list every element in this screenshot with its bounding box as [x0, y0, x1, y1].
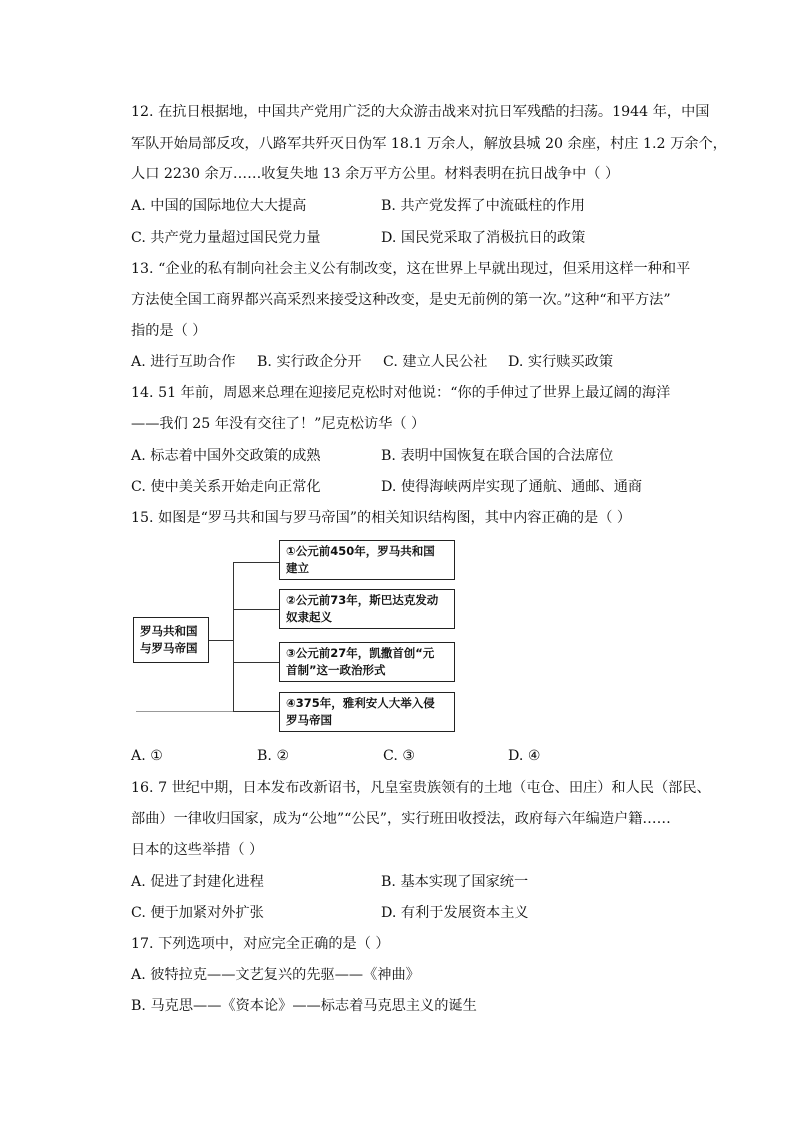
q13-stem-line-2: 方法使全国工商界都兴高采烈来接受这种改变，是史无前例的第一次。”这种“和平方法”: [131, 292, 671, 308]
diagram-item-2-line-1: ②公元前73年，斯巴达克发动: [286, 593, 439, 607]
q14-option-c: C. 使中美关系开始走向正常化: [131, 479, 321, 495]
diagram-root-line-1: 罗马共和国: [140, 624, 198, 638]
q12-option-b: B. 共产党发挥了中流砥柱的作用: [381, 198, 585, 214]
q15-option-d: D. ④: [508, 748, 541, 764]
q15-option-c: C. ③: [383, 748, 416, 764]
q13-option-a: A. 进行互助合作: [131, 354, 236, 370]
diagram-item-1-line-1: ①公元前450年，罗马共和国: [286, 544, 435, 558]
q12-option-c: C. 共产党力量超过国民党力量: [131, 230, 321, 246]
q12-stem-line-2: 军队开始局部反攻，八路军共歼灭日伪军 18.1 万余人，解放县城 20 余座，村庄 1.2 万余个，: [131, 136, 727, 152]
q16-option-b: B. 基本实现了国家统一: [381, 874, 529, 890]
q15-stem-line-1: 15. 如图是“罗马共和国与罗马帝国”的相关知识结构图，其中内容正确的是（ ）: [131, 510, 632, 526]
diagram-item-1: [279, 540, 455, 580]
diagram-item-3: [279, 642, 455, 682]
q12-option-d: D. 国民党采取了消极抗日的政策: [381, 230, 586, 246]
diagram-root-connector: [208, 640, 234, 641]
q17-option-b: B. 马克思——《资本论》——标志着马克思主义的诞生: [131, 998, 477, 1014]
diagram-item-1-line-2: 建立: [286, 561, 309, 575]
diagram-branch-3: [233, 662, 279, 663]
q16-stem-line-3: 日本的这些举措（ ）: [131, 842, 264, 858]
q16-stem-line-1: 16. 7 世纪中期，日本发布改新诏书，凡皇室贵族领有的土地（屯仓、田庄）和人民（部民、: [131, 780, 711, 796]
q12-option-a: A. 中国的国际地位大大提高: [131, 198, 307, 214]
diagram-branch-4: [233, 711, 279, 712]
q16-option-a: A. 促进了封建化进程: [131, 874, 264, 890]
diagram-root-box: [133, 617, 209, 663]
diagram-item-4-line-1: ④375年，雅利安人大举入侵: [286, 696, 435, 710]
q15-option-a: A. ①: [131, 748, 163, 764]
diagram-baseline: [136, 711, 246, 712]
q14-option-b: B. 表明中国恢复在联合国的合法席位: [381, 448, 614, 464]
q17-stem-line-1: 17. 下列选项中，对应完全正确的是（ ）: [131, 936, 390, 952]
q13-option-b: B. 实行政企分开: [257, 354, 362, 370]
diagram-branch-2: [233, 609, 279, 610]
q14-option-d: D. 使得海峡两岸实现了通航、通邮、通商: [381, 479, 643, 495]
q12-stem-line-3: 人口 2230 余万……收复失地 13 余万平方公里。材料表明在抗日战争中（ ）: [131, 166, 620, 182]
q13-stem-line-1: 13. “企业的私有制向社会主义公有制改变，这在世界上早就出现过，但采用这样一种和平: [131, 261, 691, 277]
q14-option-a: A. 标志着中国外交政策的成熟: [131, 448, 321, 464]
q13-option-c: C. 建立人民公社: [383, 354, 488, 370]
q14-stem-line-1: 14. 51 年前，周恩来总理在迎接尼克松时对他说：“你的手伸过了世界上最辽阔的海洋: [131, 385, 671, 401]
diagram-item-4-line-2: 罗马帝国: [286, 713, 332, 727]
q15-option-b: B. ②: [257, 748, 290, 764]
diagram-root-line-2: 与罗马帝国: [140, 641, 198, 655]
diagram-item-2: [279, 589, 455, 629]
diagram-item-2-line-2: 奴隶起义: [286, 610, 332, 624]
diagram-trunk-line: [233, 562, 234, 711]
diagram-item-3-line-2: 首制”这一政治形式: [286, 663, 386, 677]
q17-option-a: A. 彼特拉克——文艺复兴的先驱——《神曲》: [131, 967, 420, 983]
q16-stem-line-2: 部曲）一律收归国家，成为“公地”“公民”，实行班田收授法，政府每六年编造户籍……: [131, 811, 671, 827]
q16-option-d: D. 有利于发展资本主义: [381, 905, 529, 921]
q14-stem-line-2: ——我们 25 年没有交往了！”尼克松访华（ ）: [131, 416, 426, 432]
q12-stem-line-1: 12. 在抗日根据地，中国共产党用广泛的大众游击战来对抗日军残酷的扫荡。1944 年，中国: [131, 104, 710, 120]
diagram-item-3-line-1: ③公元前27年，凯撒首创“元: [286, 646, 435, 660]
diagram-branch-1: [233, 562, 279, 563]
q16-option-c: C. 便于加紧对外扩张: [131, 905, 264, 921]
q13-stem-line-3: 指的是（ ）: [131, 323, 207, 339]
q13-option-d: D. 实行赎买政策: [508, 354, 614, 370]
diagram-item-4: [279, 692, 455, 732]
